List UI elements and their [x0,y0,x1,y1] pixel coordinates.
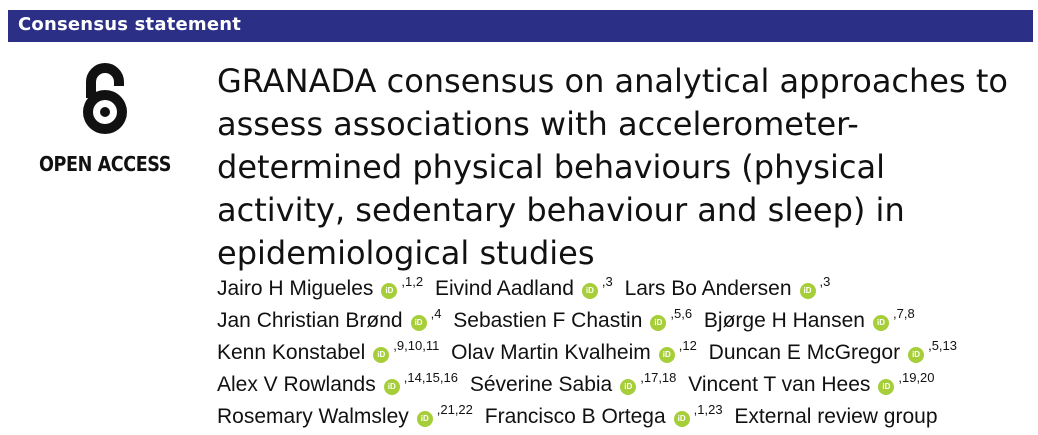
author-affiliation: ,4 [430,306,442,321]
author-affiliation: ,7,8 [892,306,915,321]
author-name[interactable]: Duncan E McGregor [708,341,901,364]
author-line [217,362,1032,394]
orcid-icon[interactable]: iD [873,315,889,331]
author-affiliation: ,1,23 [693,402,723,417]
author-name[interactable]: Kenn Konstabel [217,341,366,364]
author-list [217,266,1032,426]
author-affiliation: ,21,22 [436,402,473,417]
author-name[interactable]: Jairo H Migueles [217,277,374,300]
author-name[interactable]: Francisco B Ortega [484,405,666,428]
author-name[interactable]: Jan Christian Brønd [217,309,403,332]
author-affiliation: ,14,15,16 [403,370,458,385]
orcid-icon[interactable]: iD [381,283,397,299]
orcid-icon[interactable]: iD [411,315,427,331]
author-name[interactable]: Alex V Rowlands [217,373,376,396]
author-name[interactable]: External review group [734,405,938,428]
open-access-badge [30,62,180,176]
author-name[interactable]: Vincent T van Hees [688,373,871,396]
orcid-icon[interactable]: iD [620,379,636,395]
author-name[interactable]: Bjørge H Hansen [703,309,865,332]
author-affiliation: ,3 [819,274,831,289]
author-line [217,266,1032,298]
author-name[interactable]: Lars Bo Andersen [624,277,792,300]
orcid-icon[interactable]: iD [659,347,675,363]
author-name[interactable]: Eivind Aadland [434,277,574,300]
orcid-icon[interactable]: iD [373,347,389,363]
orcid-icon[interactable]: iD [908,347,924,363]
author-affiliation: ,5,13 [928,338,957,353]
orcid-icon[interactable]: iD [384,379,400,395]
author-name[interactable]: Olav Martin Kvalheim [451,341,651,364]
open-access-lock-icon [73,62,137,138]
author-name[interactable]: Séverine Sabia [469,373,613,396]
author-affiliation: ,19,20 [898,370,935,385]
author-affiliation: ,5,6 [670,306,693,321]
author-affiliation: ,9,10,11 [393,338,440,353]
author-name[interactable]: Rosemary Walmsley [217,405,409,428]
author-affiliation: ,17,18 [640,370,677,385]
orcid-icon[interactable]: iD [417,411,433,427]
orcid-icon[interactable]: iD [650,315,666,331]
open-access-label: OPEN ACCESS [39,152,171,176]
orcid-icon[interactable]: iD [878,379,894,395]
author-name[interactable]: Sebastien F Chastin [453,309,643,332]
article-type-label: Consensus statement [18,14,242,35]
author-affiliation: ,3 [601,274,613,289]
article-type-banner [8,10,1033,42]
orcid-icon[interactable]: iD [800,283,816,299]
author-affiliation: ,12 [678,338,697,353]
author-line [217,394,1032,426]
author-affiliation: ,1,2 [401,274,424,289]
author-line [217,298,1032,330]
author-line [217,330,1032,362]
orcid-icon[interactable]: iD [674,411,690,427]
orcid-icon[interactable]: iD [582,283,598,299]
article-title: GRANADA consensus on analytical approaches to assess associations with accelerometer-determined physical behaviours (physical activity, sedentary behaviour and sleep) in epidemiological studies [217,62,1008,272]
